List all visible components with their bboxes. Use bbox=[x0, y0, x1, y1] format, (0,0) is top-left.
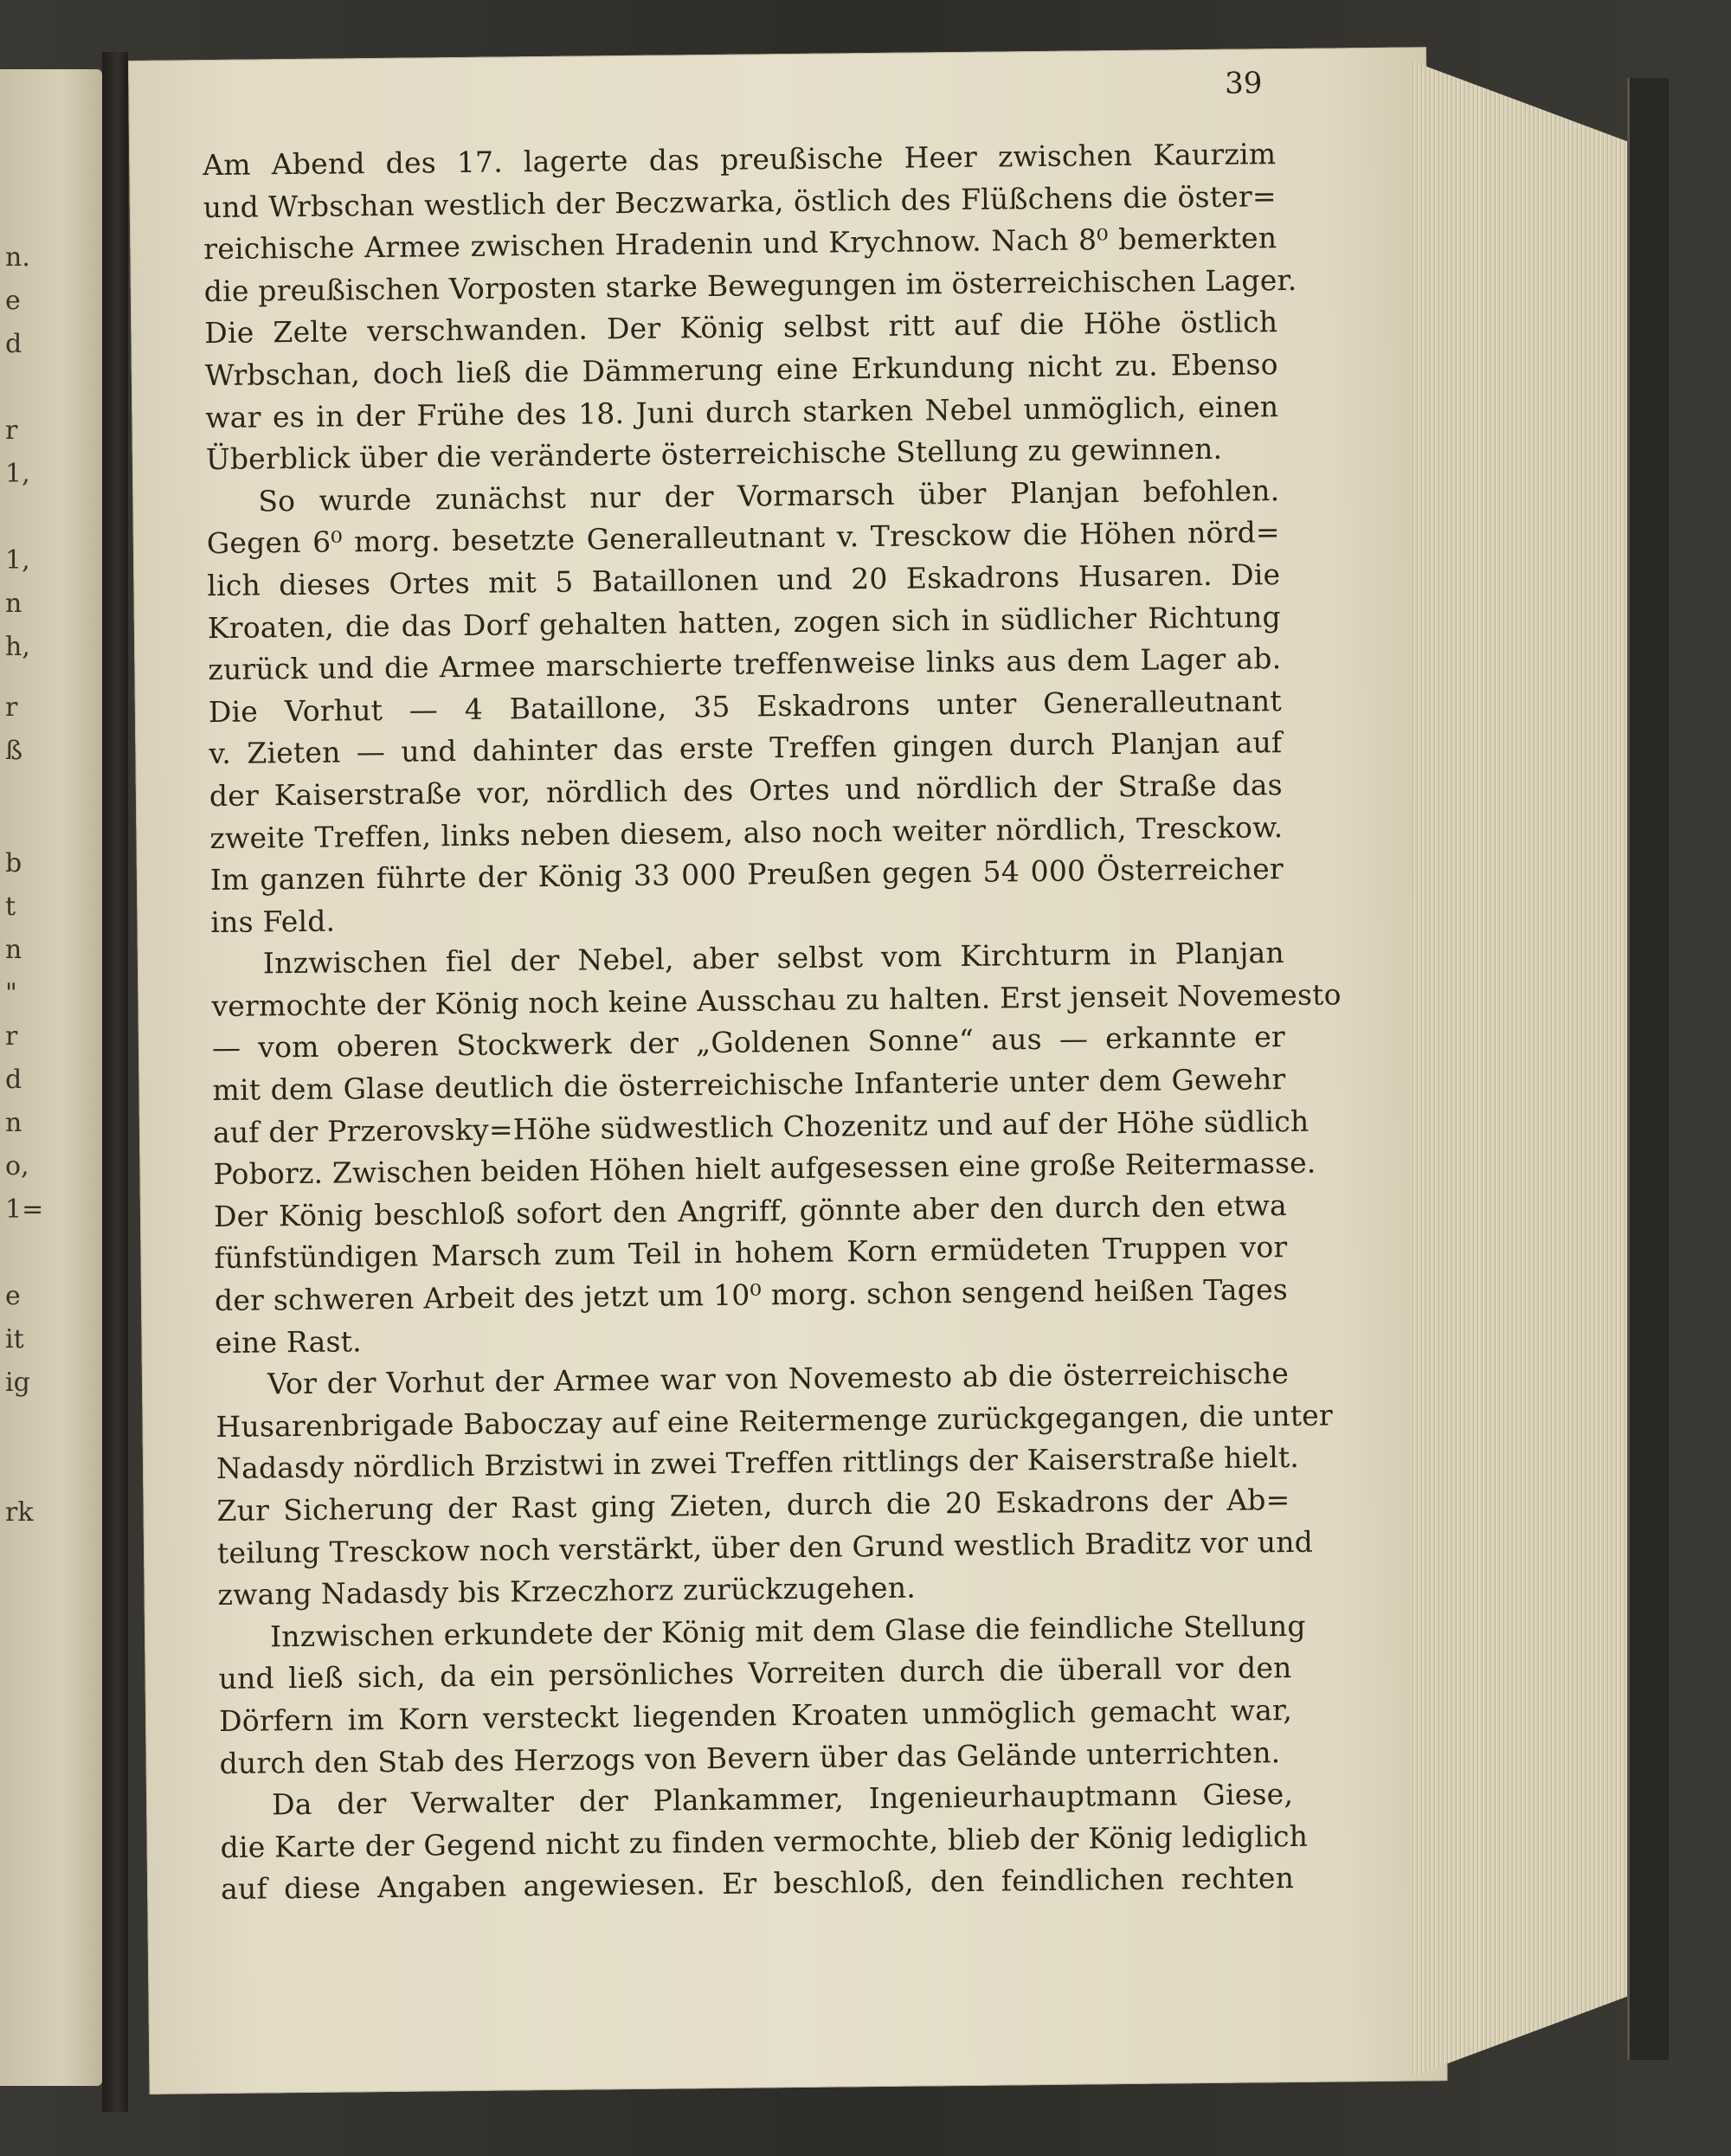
text-line: die preußischen Vorposten starke Bewegungen im österreichischen Lager. bbox=[203, 262, 1297, 308]
left-page-text-fragment: ig bbox=[5, 1368, 30, 1398]
left-page-text-fragment: b bbox=[5, 848, 23, 878]
text-line: Wrbschan, doch ließ die Dämmerung eine Erkundung nicht zu. Ebenso bbox=[204, 347, 1278, 393]
text-line: Dörfern im Korn versteckt liegenden Kroaten unmöglich gemacht war, bbox=[218, 1692, 1293, 1738]
text-line: zurück und die Armee marschierte treffenweise links aus dem Lager ab. bbox=[208, 641, 1282, 687]
text-line: und ließ sich, da ein persönliches Vorreiten durch die überall vor den bbox=[218, 1651, 1292, 1696]
text-line: eine Rast. bbox=[215, 1323, 363, 1360]
text-line: Kroaten, die das Dorf gehalten hatten, zogen sich in südlicher Richtung bbox=[207, 599, 1282, 645]
left-page-text-fragment: d bbox=[5, 1065, 23, 1095]
text-line: auf der Przerovsky=Höhe südwestlich Chozenitz und auf der Höhe südlich bbox=[212, 1104, 1310, 1149]
text-line: v. Zieten — und dahinter das erste Treffen gingen durch Planjan auf bbox=[209, 725, 1283, 771]
text-line: Die Vorhut — 4 Bataillone, 35 Eskadrons unter Generalleutnant bbox=[208, 683, 1283, 729]
text-line: Gegen 6⁰ morg. besetzte Generalleutnant v. Tresckow die Höhen nörd= bbox=[206, 515, 1280, 561]
left-page-text-fragment: e bbox=[5, 286, 21, 316]
page-text bbox=[203, 133, 1342, 1911]
text-line: Nadasdy nördlich Brzistwi in zwei Treffen rittlings der Kaiserstraße hielt. bbox=[216, 1440, 1300, 1486]
text-line: teilung Tresckow noch verstärkt, über den Grund westlich Braditz vor und bbox=[216, 1524, 1314, 1570]
text-line: durch den Stab des Herzogs von Bevern über das Gelände unterrichten. bbox=[219, 1734, 1281, 1780]
left-page-text-fragment: n bbox=[5, 935, 23, 965]
text-line: Da der Verwalter der Plankammer, Ingenieurhauptmann Giese, bbox=[271, 1777, 1294, 1822]
left-page-text-fragment: e bbox=[5, 1281, 21, 1311]
left-page-text-fragment: 1= bbox=[5, 1194, 44, 1225]
left-page-text-fragment: 1, bbox=[5, 459, 30, 489]
text-line: Die Zelte verschwanden. Der König selbst ritt auf die Höhe östlich bbox=[204, 305, 1278, 351]
text-line: Zur Sicherung der Rast ging Zieten, durch die 20 Eskadrons der Ab= bbox=[216, 1483, 1290, 1529]
left-page-text-fragment: rk bbox=[5, 1497, 34, 1528]
text-line: Inzwischen fiel der Nebel, aber selbst vom Kirchturm in Planjan bbox=[262, 936, 1285, 981]
left-page-text-fragment: o, bbox=[5, 1151, 29, 1181]
left-page-text-fragment: r bbox=[5, 415, 18, 446]
text-line: zweite Treffen, links neben diesem, also noch weiter nördlich, Tresckow. bbox=[209, 809, 1284, 855]
left-page-text-fragment: n bbox=[5, 589, 23, 619]
text-line: die Karte der Gegend nicht zu finden vermochte, blieb der König lediglich bbox=[220, 1818, 1309, 1864]
left-page-text-fragment: h, bbox=[5, 632, 30, 662]
left-page-text-fragment: n. bbox=[5, 242, 30, 273]
text-line: war es in der Frühe des 18. Juni durch starken Nebel unmöglich, einen bbox=[205, 389, 1279, 434]
left-page-text-fragment: ß bbox=[5, 736, 23, 766]
text-line: mit dem Glase deutlich die österreichische Infanterie unter dem Gewehr bbox=[212, 1062, 1286, 1108]
text-line: Der König beschloß sofort den Angriff, gönnte aber den durch den etwa bbox=[213, 1187, 1288, 1233]
text-line: Am Abend des 17. lagerte das preußische Heer zwischen Kaurzim bbox=[203, 137, 1277, 183]
left-page-text-fragment: d bbox=[5, 329, 23, 359]
text-line: Husarenbrigade Baboczay auf eine Reitermenge zurückgegangen, die unter bbox=[216, 1398, 1334, 1444]
text-line: Poborz. Zwischen beiden Höhen hielt aufgesessen eine große Reitermasse. bbox=[213, 1145, 1316, 1192]
book-page bbox=[128, 47, 1448, 2095]
text-line: reichische Armee zwischen Hradenin und Krychnow. Nach 8⁰ bemerkten bbox=[203, 221, 1277, 267]
left-page-text-fragment: r bbox=[5, 1021, 18, 1052]
text-line: Inzwischen erkundete der König mit dem Glase die feindliche Stellung bbox=[269, 1608, 1306, 1654]
text-line: der Kaiserstraße vor, nördlich des Ortes und nördlich der Straße das bbox=[209, 767, 1284, 813]
text-line: und Wrbschan westlich der Beczwarka, östlich des Flüßchens die öster= bbox=[203, 178, 1277, 224]
text-line: fünfstündigen Marsch zum Teil in hohem Korn ermüdeten Truppen vor bbox=[214, 1230, 1288, 1276]
left-page-text-fragment: t bbox=[5, 891, 16, 922]
left-facing-page bbox=[0, 69, 102, 2086]
text-line: — vom oberen Stockwerk der „Goldenen Sonne“ aus — erkannte er bbox=[211, 1020, 1286, 1065]
text-line: auf diese Angaben angewiesen. Er beschloß, den feindlichen rechten bbox=[220, 1861, 1295, 1907]
book-gutter bbox=[102, 52, 128, 2112]
page-number: 39 bbox=[1224, 66, 1263, 101]
text-line: vermochte der König noch keine Ausschau zu halten. Erst jenseit Novemesto bbox=[211, 977, 1342, 1023]
text-line: Im ganzen führte der König 33 000 Preußen gegen 54 000 Österreicher bbox=[209, 852, 1284, 898]
book-cover-edge bbox=[1627, 78, 1669, 2060]
text-line: zwang Nadasdy bis Krzeczhorz zurückzugehen. bbox=[217, 1570, 917, 1612]
text-line: Überblick über die veränderte österreichische Stellung zu gewinnen. bbox=[205, 431, 1223, 477]
left-page-text-fragment: " bbox=[5, 978, 17, 1008]
left-page-text-fragment: 1, bbox=[5, 545, 30, 576]
left-page-text-fragment: n bbox=[5, 1108, 23, 1138]
text-line: der schweren Arbeit des jetzt um 10⁰ morg. schon sengend heißen Tages bbox=[214, 1272, 1289, 1318]
left-page-text-fragment: r bbox=[5, 692, 18, 723]
text-line: Vor der Vorhut der Armee war von Novemesto ab die österreichische bbox=[267, 1356, 1290, 1401]
text-line: lich dieses Ortes mit 5 Bataillonen und 20 Eskadrons Husaren. Die bbox=[207, 557, 1281, 603]
text-line: ins Feld. bbox=[210, 904, 336, 939]
text-line: So wurde zunächst nur der Vormarsch über Planjan befohlen. bbox=[258, 473, 1280, 518]
page-edges bbox=[1411, 61, 1627, 2077]
left-page-text-fragment: it bbox=[5, 1324, 24, 1355]
